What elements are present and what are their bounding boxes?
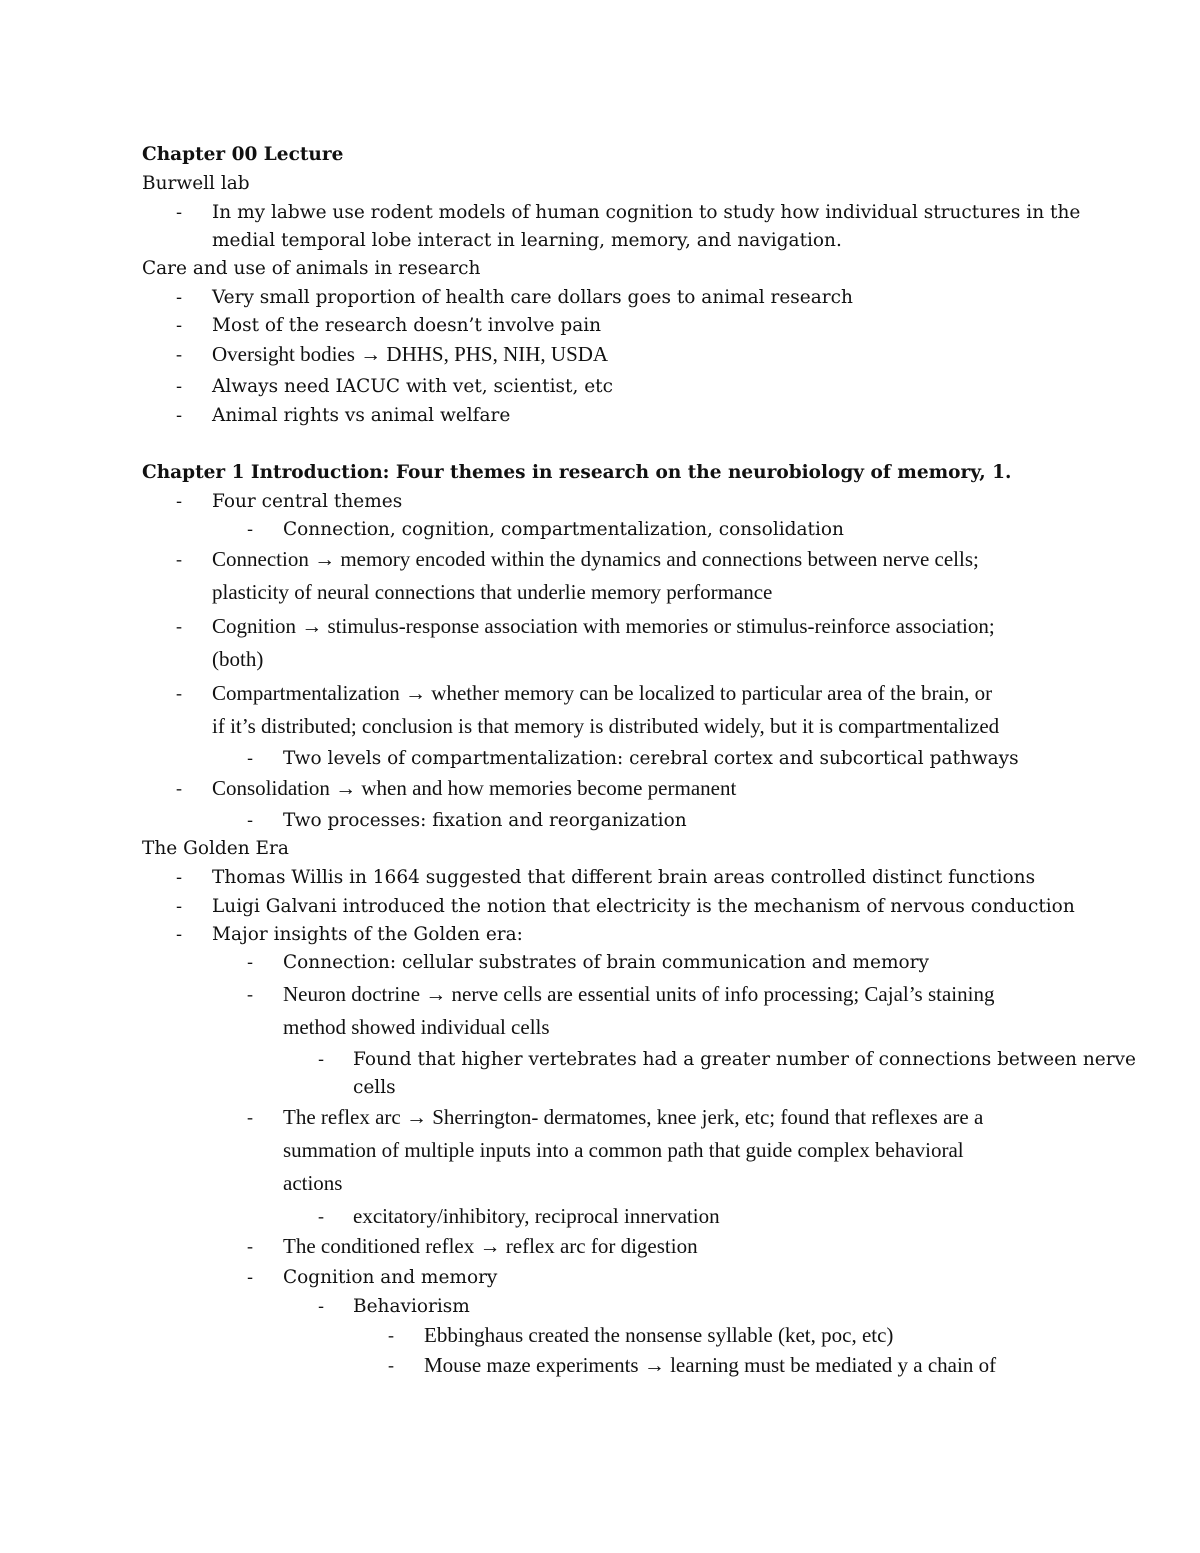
bullet-text: Two levels of compartmentalization: cerebral cortex and subcortical pathways bbox=[283, 748, 1019, 769]
bullet-text: Oversight bodies → DHHS, PHS, NIH, USDA bbox=[212, 342, 609, 366]
bullet-dash: - bbox=[176, 405, 183, 426]
bullet-text: excitatory/inhibitory, reciprocal innervation bbox=[353, 1204, 720, 1228]
bullet-dash: - bbox=[176, 549, 182, 569]
burwell-lab-title-text: Burwell lab bbox=[142, 173, 250, 194]
bullet-dash: - bbox=[247, 810, 254, 831]
bullet-dash: - bbox=[247, 952, 254, 973]
bullet-dash: - bbox=[318, 1296, 325, 1317]
bullet-text: Compartmentalization → whether memory can be localized to particular area of the brain, or bbox=[212, 681, 993, 705]
bullet-dash: - bbox=[176, 896, 183, 917]
bullet-text: Major insights of the Golden era: bbox=[212, 924, 523, 945]
golden-era-title-text: The Golden Era bbox=[142, 838, 289, 859]
bullet-dash: - bbox=[176, 616, 182, 636]
chapter-1-heading-text: Chapter 1 Introduction: Four themes in research on the neurobiology of memory, 1. bbox=[142, 462, 1012, 483]
bullet-dash: - bbox=[176, 491, 183, 512]
bullet-dash: - bbox=[176, 376, 183, 397]
bullet-text: Very small proportion of health care dollars goes to animal research bbox=[212, 287, 853, 308]
bullet-text: summation of multiple inputs into a common path that guide complex behavioral bbox=[283, 1138, 964, 1162]
bullet-text: if it’s distributed; conclusion is that memory is distributed widely, but it is compartmentalized bbox=[212, 714, 1000, 738]
bullet-text: cells bbox=[353, 1077, 396, 1098]
bullet-dash: - bbox=[176, 867, 183, 888]
bullet-dash: - bbox=[176, 683, 182, 703]
bullet-dash: - bbox=[388, 1355, 394, 1375]
bullet-text: Always need IACUC with vet, scientist, etc bbox=[212, 376, 613, 397]
bullet-dash: - bbox=[176, 315, 183, 336]
bullet-text: Two processes: fixation and reorganization bbox=[283, 810, 687, 831]
bullet-text: (both) bbox=[212, 647, 264, 671]
bullet-dash: - bbox=[388, 1325, 394, 1345]
bullet-dash: - bbox=[247, 1267, 254, 1288]
bullet-text: Mouse maze experiments → learning must be mediated y a chain of bbox=[424, 1353, 997, 1377]
care-title-text: Care and use of animals in research bbox=[142, 258, 481, 279]
bullet-dash: - bbox=[176, 344, 182, 364]
bullet-text: The conditioned reflex → reflex arc for digestion bbox=[283, 1234, 698, 1258]
bullet-dash: - bbox=[318, 1049, 325, 1070]
bullet-dash: - bbox=[176, 924, 183, 945]
bullet-text: Connection: cellular substrates of brain communication and memory bbox=[283, 952, 929, 973]
bullet-text: medial temporal lobe interact in learning, memory, and navigation. bbox=[212, 230, 842, 251]
bullet-text: Ebbinghaus created the nonsense syllable (ket, poc, etc) bbox=[424, 1323, 894, 1347]
bullet-text: Behaviorism bbox=[353, 1296, 470, 1317]
bullet-text: Connection, cognition, compartmentalization, consolidation bbox=[283, 519, 844, 540]
bullet-text: actions bbox=[283, 1171, 343, 1195]
bullet-text: Animal rights vs animal welfare bbox=[212, 405, 511, 426]
bullet-text: Cognition and memory bbox=[283, 1267, 498, 1288]
bullet-text: Found that higher vertebrates had a greater number of connections between nerve bbox=[353, 1049, 1136, 1070]
bullet-dash: - bbox=[176, 778, 182, 798]
bullet-dash: - bbox=[247, 748, 254, 769]
bullet-text: The reflex arc → Sherrington- dermatomes, knee jerk, etc; found that reflexes are a bbox=[283, 1105, 984, 1129]
bullet-dash: - bbox=[318, 1206, 324, 1226]
bullet-text: In my labwe use rodent models of human cognition to study how individual structures in the bbox=[212, 202, 1081, 223]
bullet-text: Neuron doctrine → nerve cells are essential units of info processing; Cajal’s staining bbox=[283, 982, 995, 1006]
bullet-dash: - bbox=[176, 287, 183, 308]
chapter-00-heading-text: Chapter 00 Lecture bbox=[142, 144, 344, 165]
bullet-dash: - bbox=[176, 202, 183, 223]
bullet-dash: - bbox=[247, 984, 253, 1004]
bullet-dash: - bbox=[247, 1236, 253, 1256]
bullet-text: Consolidation → when and how memories become permanent bbox=[212, 776, 737, 800]
bullet-text: plasticity of neural connections that underlie memory performance bbox=[212, 580, 773, 604]
bullet-text: method showed individual cells bbox=[283, 1015, 550, 1039]
bullet-text: Four central themes bbox=[212, 491, 403, 512]
bullet-dash: - bbox=[247, 1107, 253, 1127]
bullet-text: Most of the research doesn’t involve pain bbox=[212, 315, 602, 336]
bullet-text: Cognition → stimulus-response association with memories or stimulus-reinforce association; bbox=[212, 614, 995, 638]
bullet-text: Luigi Galvani introduced the notion that electricity is the mechanism of nervous conduction bbox=[212, 896, 1075, 917]
bullet-dash: - bbox=[247, 519, 254, 540]
bullet-text: Thomas Willis in 1664 suggested that different brain areas controlled distinct functions bbox=[212, 867, 1036, 888]
bullet-text: Connection → memory encoded within the dynamics and connections between nerve cells; bbox=[212, 547, 979, 571]
